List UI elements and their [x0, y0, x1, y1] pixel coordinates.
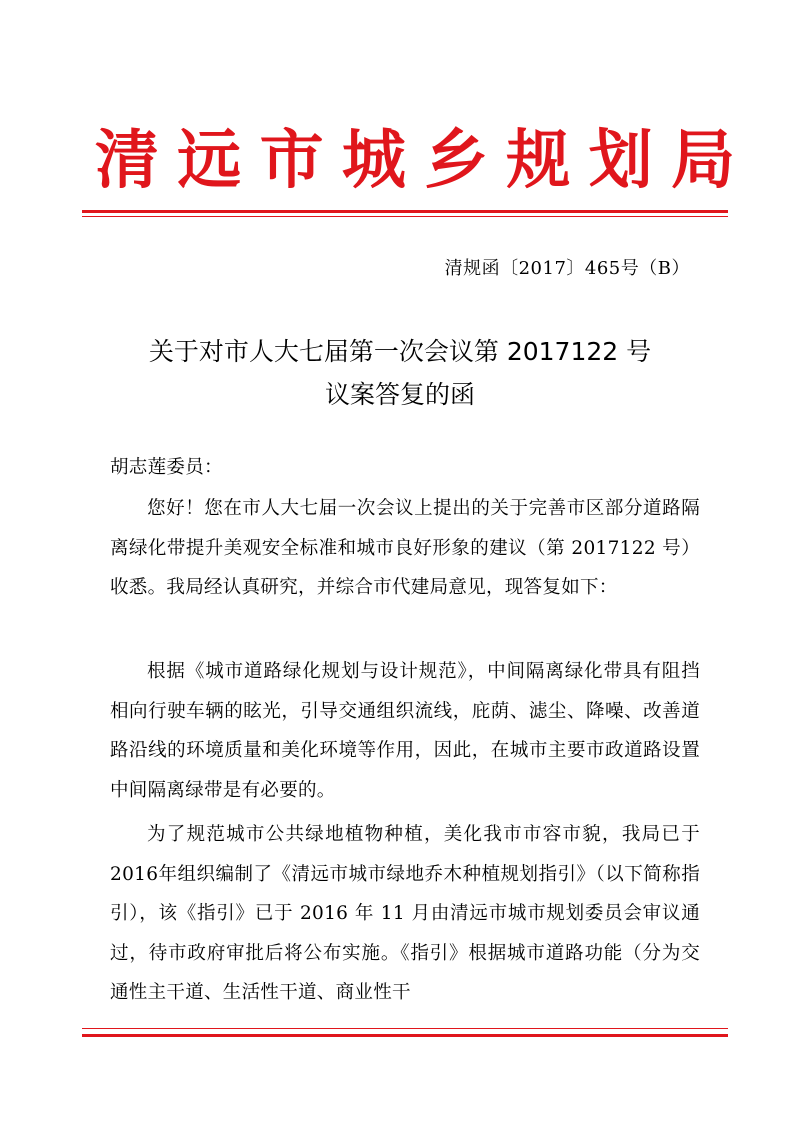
document-subject [80, 330, 720, 416]
title-char: 市 [259, 124, 324, 198]
title-char: 划 [588, 124, 653, 198]
title-char: 清 [95, 124, 159, 198]
salutation: 胡志莲委员： [110, 457, 223, 478]
title-char: 规 [506, 124, 571, 198]
title-char: 城 [341, 124, 406, 198]
issuing-authority-title [95, 118, 735, 204]
footer-divider-thick [82, 1034, 728, 1037]
header-divider-thick [82, 210, 728, 213]
document-number: 清规函〔2017〕465号（B） [444, 258, 690, 279]
body-paragraph: 根据《城市道路绿化规划与设计规范》，中间隔离绿化带具有阻挡相向行驶车辆的眩光，引导交通组织流线，庇荫、滤尘、降噪、改善道路沿线的环境质量和美化环境等作用，因此，在城市主要市政道路设置中间隔离绿带是有必要的。 [110, 661, 700, 801]
footer-divider-thin [82, 1028, 728, 1029]
body-paragraph: 为了规范城市公共绿地植物种植，美化我市市容市貌，我局已于2016年组织编制了《清远市城市绿地乔木种植规划指引》（以下简称指引），该《指引》已于 2016 年 11 月由清远市城市规划委员会审议通过，待市政府审批后将公布实施。《指引》根据城市道路功能（分为交通性主干道、生活性干道、商业性干 [110, 824, 700, 1003]
body-paragraph: 您好！您在市人大七届一次会议上提出的关于完善市区部分道路隔离绿化带提升美观安全标准和城市良好形象的建议（第 2017122 号）收悉。我局经认真研究，并综合市代建局意见，现答复如下： [110, 498, 700, 598]
subject-line-2: 议案答复的函 [324, 380, 475, 409]
subject-line-1: 关于对市人大七届第一次会议第 2017122 号 [148, 337, 652, 366]
title-char: 局 [670, 124, 735, 198]
header-divider-thin [82, 216, 728, 217]
title-char: 远 [177, 124, 242, 198]
title-char: 乡 [424, 124, 489, 198]
